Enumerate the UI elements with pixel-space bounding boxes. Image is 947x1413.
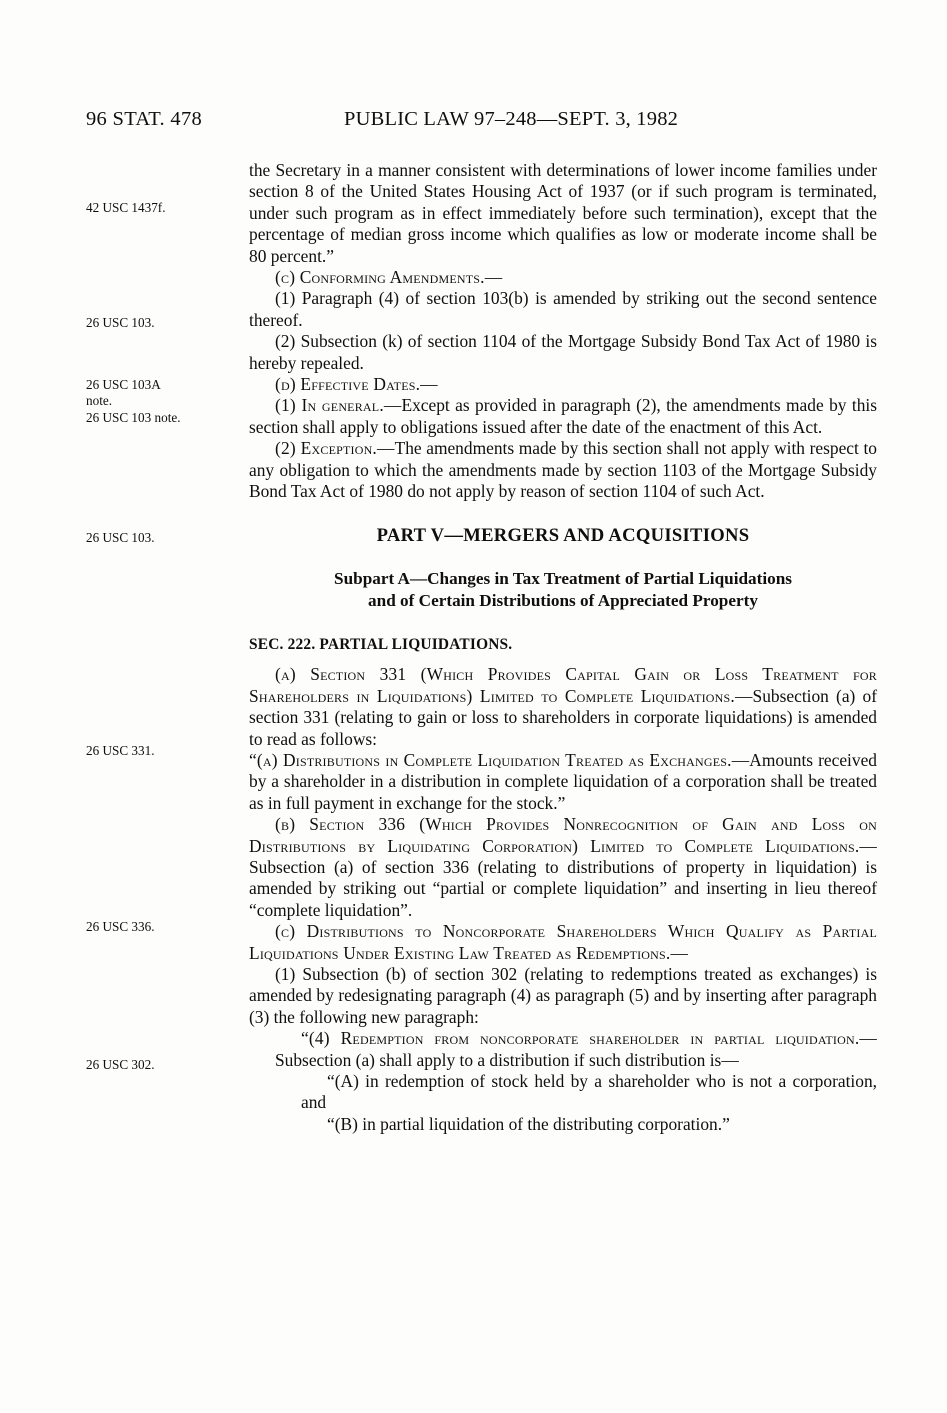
paragraph-quote-4-A: “(A) in redemption of stock held by a shareholder who is not a corporation, and [301, 1071, 877, 1113]
label-in-general: (1) In general.— [275, 395, 402, 416]
public-law-title: PUBLIC LAW 97–248—SEPT. 3, 1982 [344, 108, 679, 130]
running-head [86, 108, 876, 134]
margin-note-26-usc-103-note: 26 USC 103 note. [86, 410, 181, 425]
paragraph-quote-opening: the Secretary in a manner consistent with determinations of lower income families under section 8 of the United States Housing Act of 1937 (or if such program is terminated, under such program as in effect immediately before such termination), except that the percentage of median gross income which qualifies as low or moderate income shall be 80 percent.” [249, 160, 877, 266]
subpart-heading-line1: Subpart A—Changes in Tax Treatment of Partial Liquidations [334, 568, 792, 588]
text-effective-2: The amendments made by this section shall not apply with respect to any obligation to which the amendments made by section 1103 of the Mortgage Subsidy Bond Tax Act of 1980 do not apply by reason of section 1104 of such Act. [249, 438, 877, 502]
paragraph-effective-dates-heading: (d) Effective Dates.— [275, 374, 438, 395]
margin-note-26-usc-103-second: 26 USC 103. [86, 530, 155, 545]
paragraph-subsection-c-heading: (c) Distributions to Noncorporate Shareholders Which Qualify as Partial Liquidations Under Existing Law Treated as Redemptions.— [249, 921, 877, 963]
margin-note-26-usc-302: 26 USC 302. [86, 1057, 155, 1072]
text-subsection-a: Subsection (a) of section 331 (relating to gain or loss to shareholders in corporate liquidations) is amended to read as follows: [249, 685, 877, 749]
paragraph-conforming-amendments-heading: (c) Conforming Amendments.— [275, 267, 503, 288]
margin-note-26-usc-331: 26 USC 331. [86, 743, 155, 758]
paragraph-quote-a [249, 750, 877, 814]
paragraph-conforming-1: (1) Paragraph (4) of section 103(b) is amended by striking out the second sentence thereof. [249, 288, 877, 330]
paragraph-subsection-c-1: (1) Subsection (b) of section 302 (relating to redemptions treated as exchanges) is amended by redesignating paragraph (4) as paragraph (5) and by inserting after paragraph (3) the following new paragraph: [249, 964, 877, 1027]
label-subsection-b: (b) Section 336 (Which Provides Nonrecognition of Gain and Loss on Distributions by Liquidating Corporation) Limited to Complete Liquidations.— [249, 814, 877, 856]
margin-note-note: note. [86, 393, 113, 408]
main-text-column [249, 160, 877, 1135]
paragraph-effective-2 [249, 438, 877, 502]
section-heading: SEC. 222. PARTIAL LIQUIDATIONS. [249, 635, 513, 653]
paragraph-subsection-b [249, 814, 877, 921]
paragraph-conforming-2: (2) Subsection (k) of section 1104 of the Mortgage Subsidy Bond Tax Act of 1980 is hereby repealed. [249, 331, 877, 373]
text-subsection-b: Subsection (a) of section 336 (relating to distributions of property in liquidation) is amended by striking out “partial or complete liquidation” and inserting in lieu thereof “complete liquidation”. [249, 856, 877, 920]
part-heading: PART V—MERGERS AND ACQUISITIONS [376, 524, 750, 546]
label-quote-4: “(4) Redemption from noncorporate shareholder in partial liquidation.— [301, 1028, 877, 1049]
margin-note-26-usc-103: 26 USC 103. [86, 315, 155, 330]
margin-note-26-usc-336: 26 USC 336. [86, 919, 155, 934]
label-exception: (2) Exception.— [275, 438, 395, 459]
text-quote-4: Subsection (a) shall apply to a distribution if such distribution is— [275, 1049, 739, 1070]
paragraph-quote-4 [249, 1028, 877, 1071]
text-effective-1: Except as provided in paragraph (2), the amendments made by this section shall apply to obligations issued after the date of the enactment of this Act. [249, 395, 877, 437]
paragraph-effective-1 [249, 395, 877, 438]
label-quote-a: “(a) Distributions in Complete Liquidation Treated as Exchanges.— [249, 749, 750, 770]
text-quote-a: Amounts received by a shareholder in a distribution in complete liquidation of a corporation shall be treated as in full payment in exchange for the stock.” [249, 749, 877, 813]
statute-page-number: 96 STAT. 478 [86, 108, 203, 130]
margin-note-26-usc-103a: 26 USC 103A [86, 377, 161, 392]
paragraph-quote-4-B: “(B) in partial liquidation of the distributing corporation.” [327, 1113, 730, 1134]
subpart-heading-line2: and of Certain Distributions of Appreciated Property [368, 590, 758, 610]
margin-note-42-usc-1437f: 42 USC 1437f. [86, 200, 166, 215]
label-subsection-a: (a) Section 331 (Which Provides Capital Gain or Loss Treatment for Shareholders in Liquidations) Limited to Complete Liquidations.— [249, 664, 877, 706]
paragraph-subsection-a [249, 664, 877, 750]
